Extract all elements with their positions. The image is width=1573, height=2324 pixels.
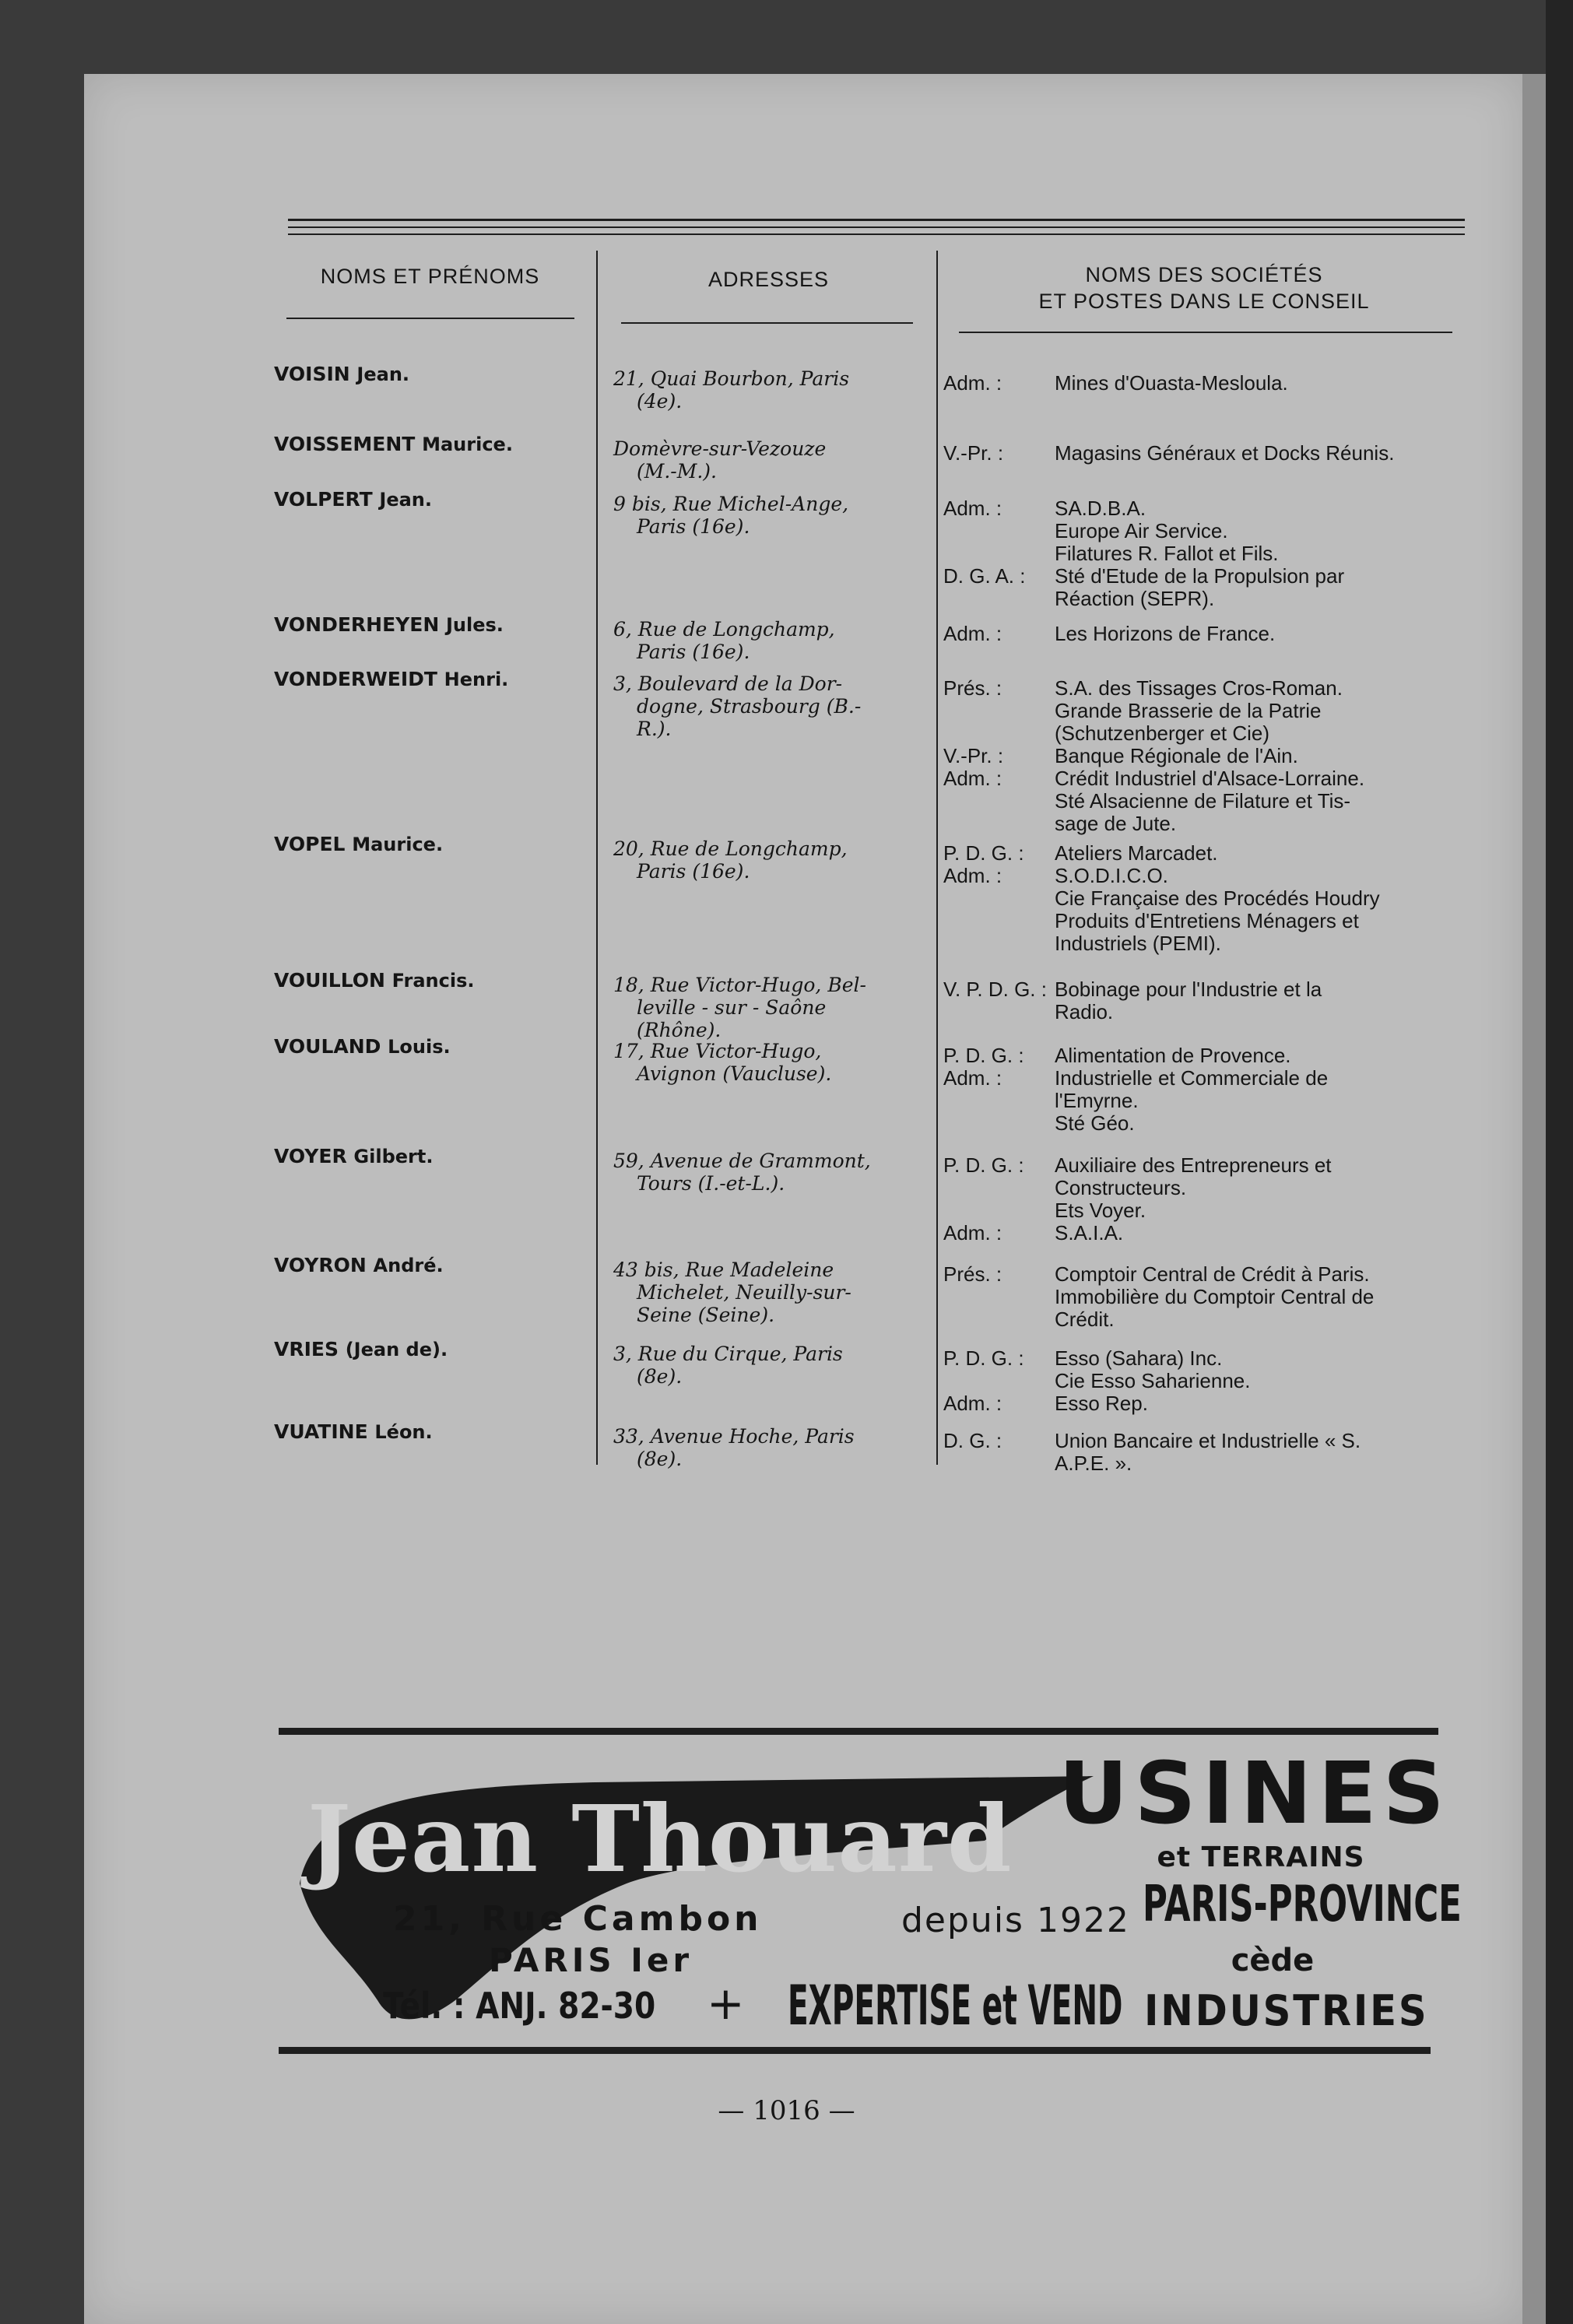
- entry-name: [274, 668, 508, 691]
- position-line: Adm. :: [943, 864, 1002, 887]
- company-line: Crédit.: [1055, 1308, 1115, 1331]
- company-line: S.A.I.A.: [1055, 1221, 1124, 1244]
- entry-firstname: Henri.: [444, 669, 509, 690]
- advert-plus: +: [707, 1977, 745, 2030]
- entry-address: [613, 493, 913, 538]
- entry-positions: [943, 1430, 1051, 1452]
- entry-firstname: (Jean de).: [345, 1339, 448, 1360]
- entry-address: [613, 367, 913, 412]
- advert-rule-top: [279, 1728, 1438, 1735]
- company-line: Cie Esso Saharienne.: [1055, 1369, 1251, 1392]
- company-line: Crédit Industriel d'Alsace-Lorraine.: [1055, 767, 1365, 790]
- advert-brand: Jean Thouard: [307, 1785, 1013, 1893]
- entry-firstname: Maurice.: [422, 434, 513, 455]
- advert-rule-bottom: [279, 2047, 1431, 2054]
- advert-street: 21, Rue Cambon: [393, 1899, 763, 1939]
- header-companies-line2: ET POSTES DANS LE CONSEIL: [1038, 290, 1370, 313]
- company-line: Bobinage pour l'Industrie et la: [1055, 978, 1322, 1001]
- position-line: Adm. :: [943, 1066, 1002, 1090]
- advert-city: PARIS Ier: [489, 1941, 693, 1979]
- entry-surname: VRIES: [274, 1338, 339, 1360]
- entry-positions: [943, 442, 1051, 465]
- address-line: Paris (16e).: [637, 515, 750, 538]
- entry-name: [274, 1254, 444, 1277]
- company-line: Filatures R. Fallot et Fils.: [1055, 542, 1279, 565]
- advert-paris-province: PARIS-PROVINCE: [1143, 1876, 1462, 1933]
- address-line: (8e).: [637, 1365, 683, 1388]
- company-line: Réaction (SEPR).: [1055, 587, 1215, 610]
- page-edge: [1522, 74, 1546, 2324]
- entry-companies: [1055, 842, 1459, 955]
- address-line: (4e).: [637, 390, 683, 412]
- entry-companies: [1055, 1430, 1459, 1475]
- address-line: 17, Rue Victor-Hugo,: [613, 1040, 822, 1062]
- entry-name: [274, 1145, 433, 1168]
- entry-firstname: Jean.: [356, 363, 410, 385]
- company-line: A.P.E. ».: [1055, 1452, 1132, 1475]
- entry-name: [274, 833, 443, 856]
- address-line: 18, Rue Victor-Hugo, Bel-: [613, 974, 866, 996]
- entry-companies: [1055, 1263, 1459, 1331]
- position-line: [943, 722, 1051, 745]
- entry-name: [274, 969, 474, 992]
- position-line: V.-Pr. :: [943, 441, 1004, 465]
- company-line: Banque Régionale de l'Ain.: [1055, 744, 1298, 767]
- position-line: P. D. G. :: [943, 1346, 1024, 1370]
- company-line: sage de Jute.: [1055, 812, 1177, 835]
- advert-expertise: EXPERTISE et VEND: [788, 1974, 1123, 2038]
- header-underline-names: [286, 318, 574, 319]
- company-line: Alimentation de Provence.: [1055, 1044, 1291, 1067]
- address-line: (Rhône).: [637, 1019, 722, 1041]
- company-line: l'Emyrne.: [1055, 1089, 1139, 1112]
- column-divider-left: [596, 251, 598, 1465]
- position-line: P. D. G. :: [943, 1044, 1024, 1067]
- company-line: Grande Brasserie de la Patrie: [1055, 699, 1322, 722]
- address-line: Paris (16e).: [637, 860, 750, 883]
- address-line: Seine (Seine).: [637, 1304, 775, 1326]
- header-underline-companies: [959, 332, 1452, 333]
- position-line: [943, 1370, 1051, 1392]
- entry-surname: VUATINE: [274, 1420, 368, 1443]
- position-line: V. P. D. G. :: [943, 978, 1047, 1001]
- entry-firstname: Louis.: [388, 1036, 451, 1058]
- entry-positions: [943, 677, 1051, 790]
- address-line: Avignon (Vaucluse).: [637, 1062, 832, 1085]
- entry-surname: VOISIN: [274, 363, 350, 385]
- entry-companies: [1055, 978, 1459, 1023]
- column-divider-right: [936, 251, 938, 1465]
- entry-positions: [943, 1263, 1051, 1286]
- advert-usines: USINES: [1059, 1743, 1451, 1843]
- address-line: 9 bis, Rue Michel-Ange,: [613, 493, 849, 515]
- position-line: Adm. :: [943, 1221, 1002, 1244]
- company-line: S.A. des Tissages Cros-Roman.: [1055, 676, 1343, 700]
- entry-surname: VOULAND: [274, 1035, 381, 1058]
- address-line: leville - sur - Saône: [637, 996, 827, 1019]
- advert-since: depuis 1922: [901, 1901, 1130, 1940]
- advert-phone: Tél. : ANJ. 82-30: [383, 1985, 656, 2027]
- entry-name: [274, 1338, 448, 1361]
- company-line: Constructeurs.: [1055, 1176, 1187, 1199]
- entry-address: [613, 974, 913, 1041]
- entry-address: [613, 618, 913, 663]
- entry-address: [613, 1150, 913, 1195]
- header-rule-third: [288, 233, 1465, 235]
- address-line: 3, Rue du Cirque, Paris: [613, 1343, 843, 1365]
- company-line: Mines d'Ouasta-Mesloula.: [1055, 371, 1288, 395]
- company-line: Sté d'Etude de la Propulsion par: [1055, 564, 1345, 588]
- header-rule-top: [288, 219, 1465, 221]
- entry-firstname: Francis.: [391, 970, 475, 992]
- company-line: Esso (Sahara) Inc.: [1055, 1346, 1223, 1370]
- address-line: Domèvre-sur-Vezouze: [613, 437, 827, 460]
- entry-surname: VOLPERT: [274, 488, 373, 511]
- company-line: Industrielle et Commerciale de: [1055, 1066, 1329, 1090]
- address-line: (8e).: [637, 1448, 683, 1470]
- entry-firstname: Léon.: [374, 1421, 433, 1443]
- entry-positions: [943, 842, 1051, 887]
- entry-firstname: Maurice.: [352, 834, 444, 855]
- entry-address: [613, 672, 913, 740]
- entry-positions: [943, 1044, 1051, 1090]
- position-line: Adm. :: [943, 497, 1002, 520]
- entry-address: [613, 1259, 913, 1326]
- entry-surname: VOYER: [274, 1145, 347, 1167]
- entry-positions: [943, 497, 1051, 588]
- company-line: Cie Française des Procédés Houdry: [1055, 886, 1380, 910]
- entry-companies: [1055, 442, 1459, 465]
- entry-firstname: Jules.: [446, 614, 504, 636]
- position-line: Adm. :: [943, 371, 1002, 395]
- position-line: V.-Pr. :: [943, 744, 1004, 767]
- entry-positions: [943, 978, 1051, 1001]
- address-line: Tours (I.-et-L.).: [637, 1172, 785, 1195]
- page-number: — 1016 —: [718, 2095, 855, 2126]
- entry-surname: VOPEL: [274, 833, 346, 855]
- entry-name: [274, 488, 432, 511]
- company-line: Les Horizons de France.: [1055, 622, 1276, 645]
- entry-address: [613, 437, 913, 483]
- position-line: [943, 520, 1051, 542]
- position-line: Adm. :: [943, 622, 1002, 645]
- entry-positions: [943, 1154, 1051, 1244]
- entry-companies: [1055, 1044, 1459, 1135]
- company-line: Auxiliaire des Entrepreneurs et: [1055, 1153, 1332, 1177]
- entry-address: [613, 1425, 913, 1470]
- address-line: (M.-M.).: [637, 460, 717, 483]
- position-line: Adm. :: [943, 767, 1002, 790]
- entry-positions: [943, 372, 1051, 395]
- entry-address: [613, 1343, 913, 1388]
- address-line: Paris (16e).: [637, 641, 750, 663]
- header-underline-addresses: [621, 322, 913, 324]
- entry-surname: VOISSEMENT: [274, 433, 416, 455]
- company-line: Esso Rep.: [1055, 1392, 1148, 1415]
- company-line: S.O.D.I.C.O.: [1055, 864, 1168, 887]
- address-line: 21, Quai Bourbon, Paris: [613, 367, 850, 390]
- entry-firstname: Jean.: [379, 489, 433, 511]
- entry-positions: [943, 1347, 1051, 1415]
- company-line: Industriels (PEMI).: [1055, 932, 1221, 955]
- address-line: dogne, Strasbourg (B.-: [637, 695, 862, 718]
- address-line: 6, Rue de Longchamp,: [613, 618, 835, 641]
- company-line: (Schutzenberger et Cie): [1055, 721, 1270, 745]
- address-line: 33, Avenue Hoche, Paris: [613, 1425, 855, 1448]
- address-line: 3, Boulevard de la Dor-: [613, 672, 843, 695]
- company-line: Sté Alsacienne de Filature et Tis-: [1055, 789, 1351, 813]
- header-names: NOMS ET PRÉNOMS: [320, 265, 540, 288]
- position-line: D. G. A. :: [943, 564, 1026, 588]
- entry-surname: VONDERHEYEN: [274, 613, 440, 636]
- entry-firstname: André.: [373, 1255, 444, 1276]
- advert-industries: INDUSTRIES: [1144, 1986, 1429, 2035]
- position-line: Adm. :: [943, 1392, 1002, 1415]
- address-line: 43 bis, Rue Madeleine: [613, 1259, 834, 1281]
- company-line: Immobilière du Comptoir Central de: [1055, 1285, 1375, 1308]
- address-line: Michelet, Neuilly-sur-: [637, 1281, 851, 1304]
- entry-firstname: Gilbert.: [353, 1146, 434, 1167]
- entry-positions: [943, 623, 1051, 645]
- company-line: Radio.: [1055, 1000, 1114, 1023]
- company-line: Ets Voyer.: [1055, 1199, 1146, 1222]
- book-binding: [1546, 0, 1573, 2324]
- entry-name: [274, 1035, 451, 1058]
- entry-address: [613, 837, 913, 883]
- entry-address: [613, 1040, 913, 1085]
- header-addresses: ADRESSES: [707, 268, 830, 291]
- position-line: [943, 1177, 1051, 1199]
- advert-cede: cède: [1231, 1943, 1315, 1978]
- position-line: [943, 1199, 1051, 1222]
- entry-companies: [1055, 372, 1459, 395]
- company-line: Europe Air Service.: [1055, 519, 1228, 542]
- position-line: [943, 700, 1051, 722]
- company-line: Ateliers Marcadet.: [1055, 841, 1218, 865]
- position-line: [943, 542, 1051, 565]
- address-line: R.).: [637, 718, 672, 740]
- header-companies-line1: NOMS DES SOCIÉTÉS: [1085, 263, 1323, 286]
- position-line: P. D. G. :: [943, 841, 1024, 865]
- entry-companies: [1055, 677, 1459, 835]
- entry-companies: [1055, 623, 1459, 645]
- company-line: SA.D.B.A.: [1055, 497, 1146, 520]
- position-line: Prés. :: [943, 1262, 1002, 1286]
- position-line: Prés. :: [943, 676, 1002, 700]
- entry-surname: VOUILLON: [274, 969, 385, 992]
- entry-surname: VOYRON: [274, 1254, 367, 1276]
- entry-companies: [1055, 1154, 1459, 1244]
- position-line: D. G. :: [943, 1429, 1002, 1452]
- entry-companies: [1055, 497, 1459, 610]
- address-line: 20, Rue de Longchamp,: [613, 837, 848, 860]
- position-line: P. D. G. :: [943, 1153, 1024, 1177]
- company-line: Union Bancaire et Industrielle « S.: [1055, 1429, 1361, 1452]
- entry-name: [274, 1420, 433, 1444]
- address-line: 59, Avenue de Grammont,: [613, 1150, 871, 1172]
- entry-name: [274, 433, 513, 456]
- entry-companies: [1055, 1347, 1459, 1415]
- entry-name: [274, 363, 409, 386]
- company-line: Magasins Généraux et Docks Réunis.: [1055, 441, 1395, 465]
- advert-terrains: et TERRAINS: [1157, 1841, 1365, 1873]
- company-line: Produits d'Entretiens Ménagers et: [1055, 909, 1359, 932]
- entry-name: [274, 613, 504, 637]
- header-companies: [959, 262, 1449, 314]
- entry-surname: VONDERWEIDT: [274, 668, 437, 690]
- company-line: Comptoir Central de Crédit à Paris.: [1055, 1262, 1370, 1286]
- company-line: Sté Géo.: [1055, 1111, 1135, 1135]
- header-rule-second: [288, 226, 1465, 228]
